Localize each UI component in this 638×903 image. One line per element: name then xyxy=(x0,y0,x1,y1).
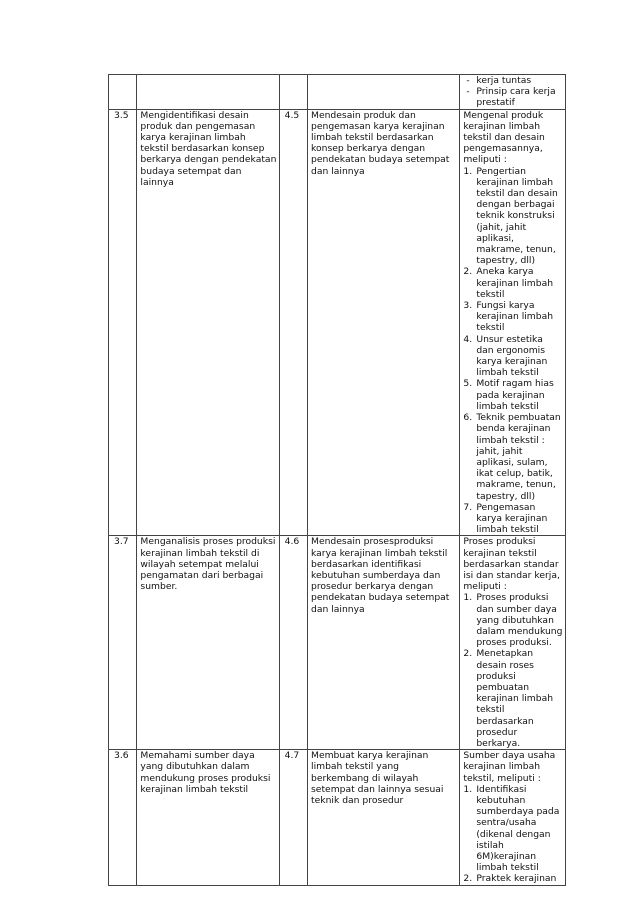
materi-intro: Mengenal produk kerajinan limbah tekstil dan desain pengemasannya, meliputi : xyxy=(463,109,545,166)
table-row xyxy=(109,536,566,750)
list-item-number: 7. xyxy=(463,501,473,513)
list-item-number: 4. xyxy=(463,333,473,345)
list-item-number: 2. xyxy=(463,648,473,660)
list-item-text: Fungsi karya kerajinan limbah tekstil xyxy=(476,300,554,334)
list-item-text: Aneka karya kerajinan limbah tekstil xyxy=(476,266,554,300)
list-item xyxy=(463,166,563,267)
kd-text: Menganalisis proses produksi kerajinan limbah tekstil di wilayah setempat melalui pengamatan dari berbagai sumber. xyxy=(137,536,279,750)
ks-text xyxy=(308,75,460,110)
list-item-number: 6. xyxy=(463,412,473,424)
kd-number: 3.6 xyxy=(109,750,137,885)
list-item xyxy=(463,75,563,86)
bullet-list xyxy=(463,75,563,109)
list-item xyxy=(463,266,563,300)
list-item-text: Praktek kerajinan xyxy=(476,873,557,885)
list-item xyxy=(463,502,563,536)
list-item xyxy=(463,334,563,379)
table-row xyxy=(109,109,566,536)
ks-text: Mendesain produk dan pengemasan karya kerajinan limbah tekstil berdasarkan konsep berkarya dengan pendekatan budaya setempat dan lainnya xyxy=(308,109,460,536)
list-item-text: Pengertian kerajinan limbah tekstil dan desain dengan berbagai teknik konstruksi (jahit, jahit aplikasi, makrame, tenun, tapestry, dll) xyxy=(476,165,558,267)
materi-cell xyxy=(460,75,566,110)
numbered-list xyxy=(463,166,563,536)
list-item-number: 1. xyxy=(463,783,473,795)
list-item xyxy=(463,784,563,874)
list-item xyxy=(463,412,563,502)
materi-cell xyxy=(460,109,566,536)
ks-text: Mendesain prosesproduksi karya kerajinan limbah tekstil berdasarkan identifikasi kebutuhan sumberdaya dan prosedur berkarya dengan pendekatan budaya setempat dan lainnya xyxy=(308,536,460,750)
numbered-list xyxy=(463,784,563,885)
list-item xyxy=(463,648,563,749)
dash-marker: - xyxy=(466,75,470,86)
dash-marker: - xyxy=(466,86,470,98)
kd-text: Mengidentifikasi desain produk dan pengemasan karya kerajinan limbah tekstil berdasarkan konsep berkarya dengan pendekatan budaya setempat dan lainnya xyxy=(137,109,279,536)
ks-number: 4.6 xyxy=(279,536,307,750)
list-item-text: kerja tuntas xyxy=(476,75,532,86)
kd-number xyxy=(109,75,137,110)
materi-cell xyxy=(460,750,566,885)
ks-number: 4.5 xyxy=(279,109,307,536)
kd-text: Memahami sumber daya yang dibutuhkan dalam mendukung proses produksi kerajinan limbah tekstil xyxy=(137,750,279,885)
list-item-number: 2. xyxy=(463,873,473,885)
list-item-number: 3. xyxy=(463,300,473,312)
list-item-text: Unsur estetika dan ergonomis karya kerajinan limbah tekstil xyxy=(476,333,548,379)
list-item-text: Menetapkan desain roses produksi pembuatan kerajinan limbah tekstil berdasarkan prosedur berkarya. xyxy=(476,648,554,749)
list-item-number: 5. xyxy=(463,378,473,390)
list-item-number: 1. xyxy=(463,592,473,604)
ks-text: Membuat karya kerajinan limbah tekstil yang berkembang di wilayah setempat dan lainnya sesuai teknik dan prosedur xyxy=(308,750,460,885)
list-item-text: Prinsip cara kerja prestatif xyxy=(476,86,556,109)
table-row xyxy=(109,750,566,885)
list-item-text: Motif ragam hias pada kerajinan limbah tekstil xyxy=(476,378,554,412)
materi-intro: Sumber daya usaha kerajinan limbah tekstil, meliputi : xyxy=(463,750,556,784)
competency-table xyxy=(108,74,566,886)
materi-intro: Proses produksi kerajinan tekstil berdasarkan standar isi dan standar kerja, meliputi : xyxy=(463,536,560,593)
kd-number: 3.5 xyxy=(109,109,137,536)
list-item xyxy=(463,378,563,412)
numbered-list xyxy=(463,592,563,749)
list-item xyxy=(463,592,563,648)
list-item-text: Pengemasan karya kerajinan limbah tekstil xyxy=(476,501,548,536)
ks-number xyxy=(279,75,307,110)
list-item-text: Teknik pembuatan benda kerajinan limbah tekstil : jahit, jahit aplikasi, sulam, ikat celup, batik, makrame, tenun, tapestry, dll) xyxy=(476,412,561,502)
table-row xyxy=(109,75,566,110)
list-item-number: 1. xyxy=(463,165,473,177)
list-item-text: Proses produksi dan sumber daya yang dibutuhkan dalam mendukung proses produksi. xyxy=(476,592,563,649)
table-body xyxy=(109,75,566,886)
list-item-text: Identifikasi kebutuhan sumberdaya pada sentra/usaha (dikenal dengan istilah 6M)kerajinan limbah tekstil xyxy=(476,783,560,874)
kd-number: 3.7 xyxy=(109,536,137,750)
materi-cell xyxy=(460,536,566,750)
kd-text xyxy=(137,75,279,110)
list-item xyxy=(463,873,563,884)
list-item xyxy=(463,86,563,108)
list-item xyxy=(463,300,563,334)
ks-number: 4.7 xyxy=(279,750,307,885)
list-item-number: 2. xyxy=(463,266,473,278)
